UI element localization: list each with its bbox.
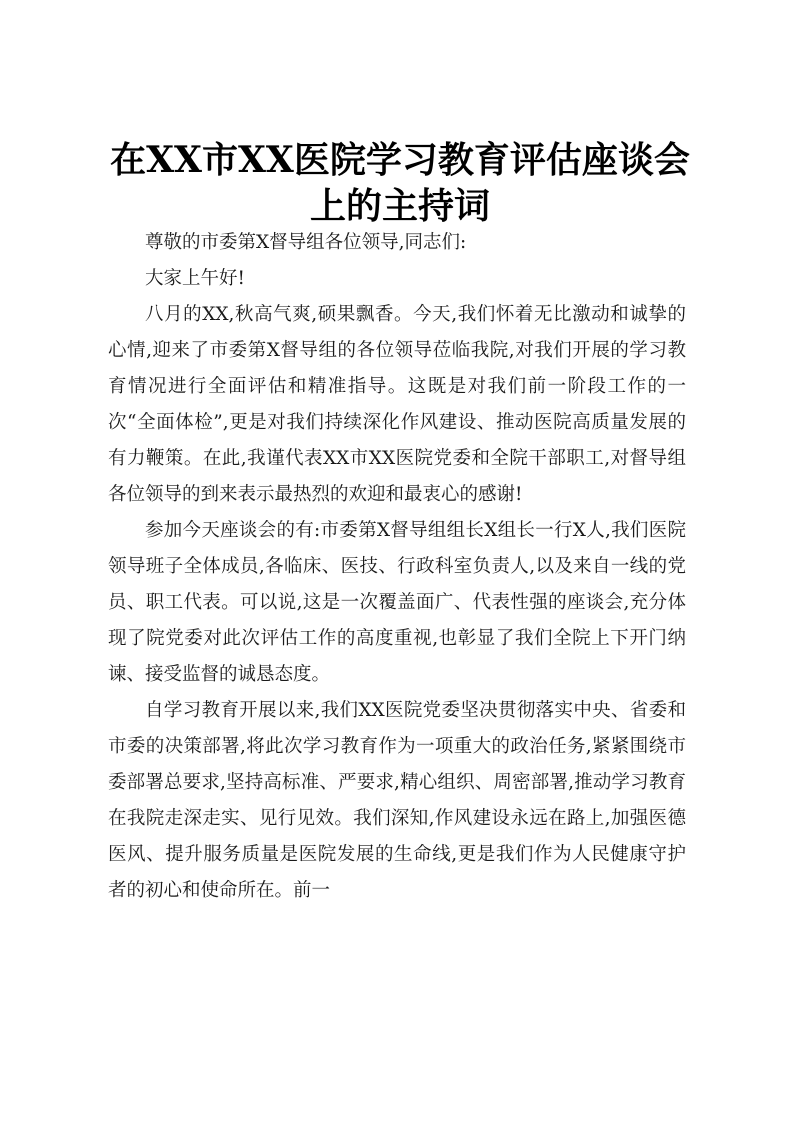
paragraph-welcome: 八月的XX,秋高气爽,硕果飘香。今天,我们怀着无比激动和诚挚的心情,迎来了市委第X督导组的各位领导莅临我院,对我们开展的学习教育情况进行全面评估和精准指导。这既是对我们前一阶段工作的一次“全面体检”,更是对我们持续深化作风建设、推动医院高质量发展的有力鞭策。在此,我谨代表XX市XX医院党委和全院干部职工,对督导组各位领导的到来表示最热烈的欢迎和最衷心的感谢!: [108, 304, 686, 505]
document-title: 在XX市XX医院学习教育评估座谈会上的主持词: [110, 139, 690, 227]
paragraph-progress: 自学习教育开展以来,我们XX医院党委坚决贯彻落实中央、省委和市委的决策部署,将此次学习教育作为一项重大的政治任务,紧紧围绕市委部署总要求,坚持高标准、严要求,精心组织、周密部署,推动学习教育在我院走深走实、见行见效。我们深知,作风建设永远在路上,加强医德医风、提升服务质量是医院发展的生命线,更是我们作为人民健康守护者的初心和使命所在。前一: [108, 700, 686, 901]
greeting: 大家上午好!: [145, 268, 245, 289]
salutation: 尊敬的市委第X督导组各位领导,同志们:: [145, 232, 467, 253]
document-body: [108, 225, 686, 909]
paragraph-attendees: 参加今天座谈会的有:市委第X督导组组长X组长一行X人,我们医院领导班子全体成员,各临床、医技、行政科室负责人,以及来自一线的党员、职工代表。可以说,这是一次覆盖面广、代表性强的座谈会,充分体现了院党委对此次评估工作的高度重视,也彰显了我们全院上下开门纳谏、接受监督的诚恳态度。: [108, 520, 686, 685]
